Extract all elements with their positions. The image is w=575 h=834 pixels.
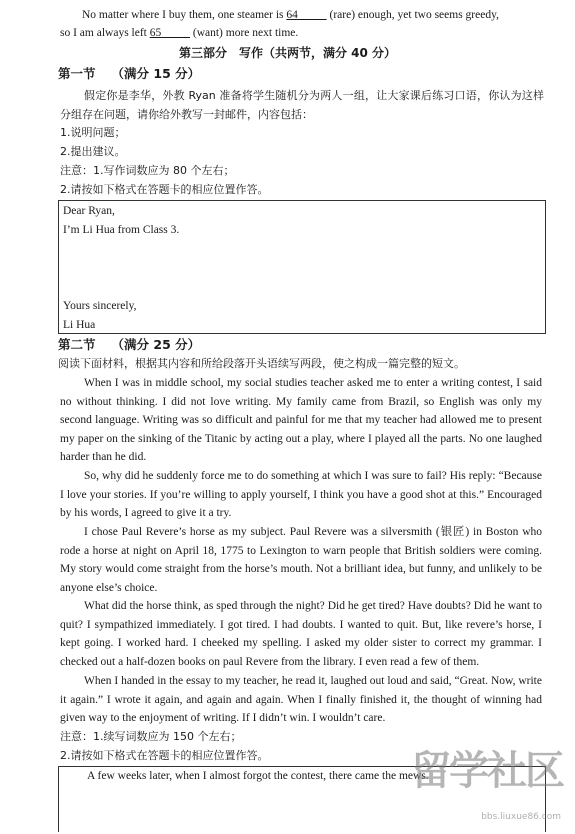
note-2: 2.请按如下格式在答题卡的相应位置作答。 <box>60 183 269 196</box>
section1-prompt: 假定你是李华，外教 Ryan 准备将学生随机分为两人一组，让大家课后练习口语，你认为这样分组存在问题，请你给外教写一封邮件，内容包括： <box>60 89 544 121</box>
text-line: No matter where I buy them, one steamer is 64 (rare) enough, yet two seems greedy, <box>82 9 499 21</box>
blank-65: 65 <box>149 27 162 39</box>
story-paragraph-5: When I handed in the essay to my teacher, he read it, laughed out loud and said, “Great. Now, write it again.” I wrote it again, and again and again. When I finally finished it, the thought of winning had given way to the enjoyment of writing. If I didn’t win. I wouldn’t care. <box>60 675 542 725</box>
note-1: 注意：1.写作词数应为 80 个左右； <box>60 164 235 177</box>
requirement-1: 1.说明问题； <box>60 126 126 139</box>
section2-note-1: 注意：1.续写词数应为 150 个左右； <box>60 730 242 743</box>
part3-title: 第三部分 写作（共两节，满分 40 分） <box>178 46 397 60</box>
continuation-opening-line: A few weeks later, when I almost forgot the contest, there came the mews. <box>87 770 429 782</box>
blank-64: 64 <box>286 9 298 21</box>
requirement-2: 2.提出建议。 <box>60 145 126 158</box>
story-paragraph-2: So, why did he suddenly force me to do something at which I was sure to fail? His reply: “Because I love your stories. If you’re willing to apply yourself, I think you have a good shot at this.” Encouraged by his words, I agreed to give it a try. <box>60 470 542 520</box>
section2-instruction: 阅读下面材料，根据其内容和所给段落开头语续写两段，使之构成一篇完整的短文。 <box>58 357 465 370</box>
section1-heading: 第一节 （满分 15 分） <box>58 66 201 81</box>
watermark-logo: 留学社区 bbs.liuxue86.com <box>411 748 563 822</box>
letter-signature: Li Hua <box>63 319 96 331</box>
letter-intro: I’m Li Hua from Class 3. <box>63 224 180 236</box>
section2-heading: 第二节 （满分 25 分） <box>58 337 201 352</box>
story-paragraph-3: I chose Paul Revere’s horse as my subject. Paul Revere was a silversmith (银匠) in Boston who rode a horse at night on April 18, 1775 to Lexington to warn people that British soldiers were coming. My story would come straight from the horse’s mouth. Not a brilliant idea, but funny, and unlikely to be anyone else’s choice. <box>60 526 542 594</box>
letter-answer-box[interactable] <box>58 200 546 334</box>
text-line: so I am always left 65 (want) more next time. <box>60 27 299 39</box>
section2-note-2: 2.请按如下格式在答题卡的相应位置作答。 <box>60 749 269 762</box>
letter-greeting: Dear Ryan, <box>63 205 115 217</box>
story-paragraph-1: When I was in middle school, my social studies teacher asked me to enter a writing contest, I said no without thinking. I did not love writing. My family came from Brazil, so English was only my second language. Writing was so difficult and painful for me that my teacher had allowed me to present my paper on the sinking of the Titanic by acting out a play, where I played all the parts. No one laughed harder than he did. <box>60 377 542 464</box>
story-paragraph-4: What did the horse think, as sped through the night? Did he get tired? Have doubts? Did he want to quit? I sympathized immediately. I got tired. I had doubts. I wanted to quit. But, like revere’s horse, I kept going. I worked hard. I cheeked my spelling. I asked my older sister to correct my grammar. I checked out a half-dozen books on paul Revere from the library. I even read a few of them. <box>60 600 542 668</box>
letter-closing: Yours sincerely, <box>63 300 137 312</box>
